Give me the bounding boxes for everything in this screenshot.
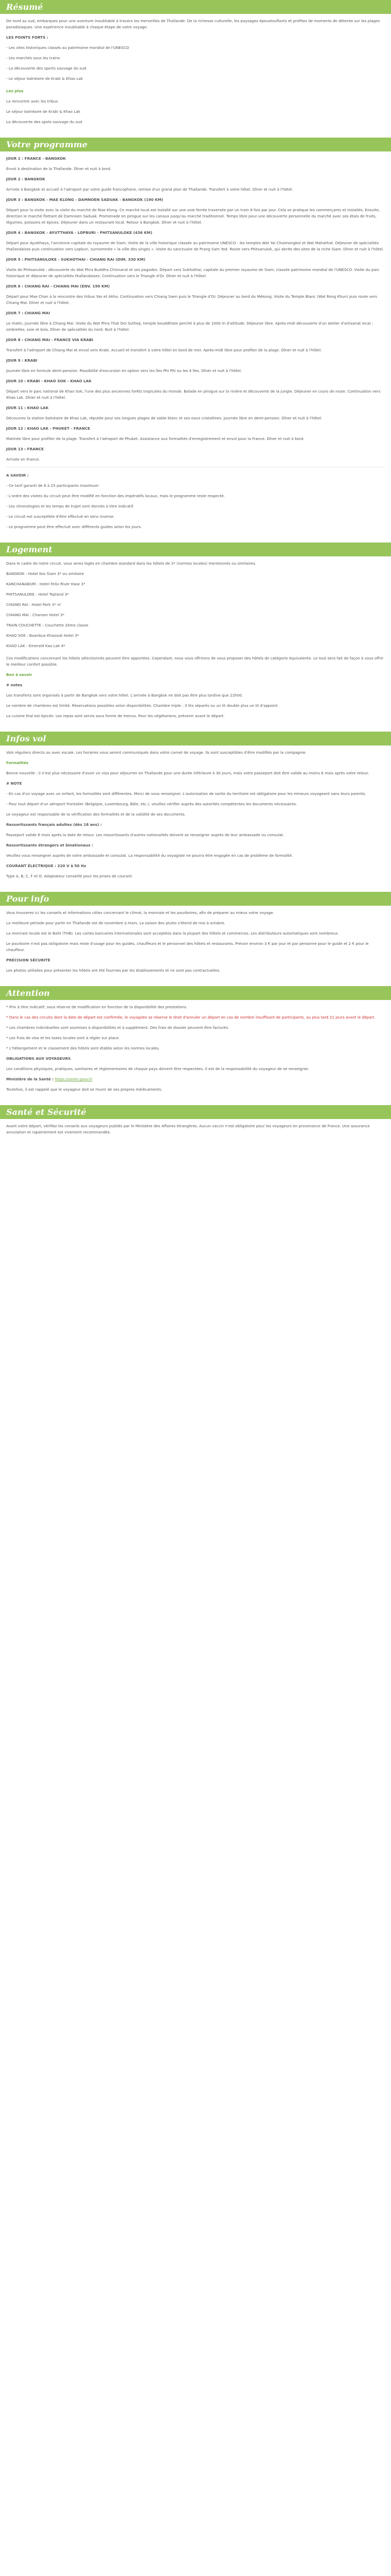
day-text: Journée libre en formule demi-pension. Possibilité d'excursion en option vers les îles Phi Phi ou les 4 îles. Dîner et nuit à l'hôtel.	[6, 368, 242, 373]
bon-item: Le nombre de chambres est limité. Réservations possibles selon disponibilités. Chambre triple : 3 lits séparés ou un lit double plus un lit d'appoint.	[6, 703, 279, 708]
day-text: Transfert à l'aéroport de Chiang Mai et envol vers Krabi. Accueil et transfert à votre hôtel en bord de mer. Après-midi libre pour profiter de la plage. Dîner et nuit à l'hôtel.	[6, 348, 322, 352]
formalites-text: Bonne nouvelle : il n'est plus nécessaire d'avoir un visa pour séjourner en Thaïlande pour une durée inférieure à 30 jours, mais votre passeport doit être valide au moins 6 mois après votre retour.	[6, 771, 369, 775]
day-text: Arrivée en France.	[6, 457, 40, 462]
attention-paragraph: * Dans le cas des circuits dont la date de départ est confirmée, le voyagiste se réserve le droit d'annuler un départ en cas de nombre insuffisant de participants, au plus tard 21 jours avant le départ.	[6, 1015, 376, 1020]
note-item: - L'ordre des visites du circuit peut être modifié en fonction des impératifs locaux, mais le programme reste respecté.	[6, 494, 225, 498]
hotel-list	[6, 571, 385, 649]
day-text: Envol à destination de la Thaïlande. Dîner et nuit à bord.	[6, 166, 111, 171]
formalites-title: Formalités	[6, 760, 28, 765]
day-text: Le matin, journée libre à Chiang Mai. Visite du Wat Phra That Doi Suthep, temple bouddhiste perché à plus de 1000 m d'altitude. Déjeuner libre. Après-midi découverte d'un atelier d'artisanat local : ombrelles, soie et bois. Dîner de spécialités du nord. Nuit à l'hôtel.	[6, 321, 373, 332]
extra-item: - En cas d'un voyage avec un enfant, les formalités sont différentes. Merci de vous renseigner. L'autorisation de sortie du territoire est obligatoire pour les mineurs voyageant sans leurs parents.	[6, 791, 366, 796]
day-title: JOUR 7 : CHIANG MAI	[6, 311, 50, 315]
info-paragraph: PRÉCISION SÉCURITÉ	[6, 958, 51, 962]
logement-outro: Ces modifications concernant les hôtels sélectionnés peuvent être apportées. Cependant, nous vous offrirons de vous proposer des hôtels de catégorie équivalente. Le tout sera fait de façon à vous offrir le meilleur confort possible.	[6, 656, 384, 667]
highlight-item: - Les marchés sous les trains	[6, 56, 60, 60]
hotel-item: TRAIN COUCHETTE : Couchette 2ème classe	[6, 623, 89, 628]
sante-text: Avant votre départ, vérifiez les conseils aux voyageurs publiés par le Ministère des Affaires étrangères. Aucun vaccin n'est obligatoire pour les voyageurs en provenance de France. Une assurance annulation et rapatriement est vivement recommandée.	[6, 1124, 370, 1134]
obligations-text: Les conditions physiques, pratiques, sanitaires et réglementaires de chaque pays doivent être respectées. Il est de la responsabilité du voyageur de se renseigner.	[6, 1066, 309, 1071]
day-title: JOUR 5 : PHITSANULOKE - SUKHOTHAI - CHIANG RAI (DIM. 330 KM)	[6, 257, 145, 262]
hotel-item: PHITSANULOKE : Hotel Topland 3*	[6, 592, 69, 597]
day-text: Départ pour Ayutthaya, l'ancienne capitale du royaume de Siam. Visite de la ville historique classée au patrimoine UNESCO : les temples Wat Yai Chaimongkol et Wat Mahathat. Déjeuner de spécialités thaïlandaises puis continuation vers Lopburi, surnommée « la ville des singes ». Visite du sanctuaire de Prang Sam Yod. Route vers Phitsanulok, qui abrite des sites de la riche Siam. Dîner et nuit à l'hôtel.	[6, 241, 384, 251]
plus-list	[6, 98, 385, 125]
highlight-item: - Le séjour balnéaire de Krabi & Khao Lak	[6, 76, 83, 81]
logement-intro: Dans le cadre de notre circuit, vous serez logés en chambre standard dans les hôtels de 3* (normes locales) mentionnés ou similaires.	[6, 561, 256, 566]
day-title: JOUR 1 : FRANCE - BANGKOK	[6, 156, 66, 161]
programme-header: Votre programme	[0, 138, 391, 151]
bon-item: # notes	[6, 683, 23, 687]
extra-item: - Pour tout départ d'un aéroport frontalier (Belgique, Luxembourg, Bâle, etc.), veuillez vérifier auprès des autorités compétentes les documents nécessaires.	[6, 802, 297, 806]
attention-section	[0, 1000, 391, 1105]
info-paragraph: La monnaie locale est le Baht (THB). Les cartes bancaires internationales sont acceptées dans la plupart des hôtels et commerces. Les distributeurs automatiques sont nombreux.	[6, 931, 339, 936]
courant-title: COURANT ÉLECTRIQUE : 220 V à 50 Hz	[6, 863, 86, 868]
day-text: Départ pour Mae Chan à la rencontre des tribus Yao et Akha. Continuation vers Chiang Saen puis le Triangle d'Or. Déjeuner au bord du Mékong. Visite du Temple Blanc (Wat Rong Khun) puis route vers Chiang Mai. Dîner et nuit à l'hôtel.	[6, 294, 377, 305]
logement-header: Logement	[0, 543, 391, 556]
attention-paragraph: * Les frais de visa et les taxes locales sont à régler sur place.	[6, 1036, 120, 1040]
ministere-link[interactable]: https://sante.gouv.fr	[55, 1077, 93, 1081]
extra-item: Le voyageur est responsable de la vérification des formalités et de la validité de ses documents.	[6, 812, 186, 817]
day-text: Découvrez la station balnéaire de Khao Lak, réputée pour ses longues plages de sable blanc et ses eaux cristallines. Journée libre en demi-pension. Dîner et nuit à l'hôtel.	[6, 416, 322, 420]
highlight-item: - Les sites historiques classés au patrimoine mondial de l'UNESCO	[6, 45, 129, 50]
day-text: Arrivée à Bangkok et accueil à l'aéroport par votre guide francophone, remise d'un grand plan de Thaïlande. Transfert à votre hôtel. Dîner et nuit à l'hôtel.	[6, 187, 294, 192]
programme-section	[0, 151, 391, 543]
day-title: JOUR 4 : BANGKOK - AYUTTHAYA - LOPBURI - PHITSANULOKE (436 KM)	[6, 230, 153, 235]
day-title: JOUR 2 : BANGKOK	[6, 177, 45, 181]
day-text: Visite de Phitsanulok : découverte du Wat Phra Buddha Chinnarat et ses pagodes. Départ vers Sukhothai, capitale du premier royaume de Siam, classée patrimoine mondial de l'UNESCO. Visite du parc historique et déjeuner de spécialités thaïlandaises. Continuation vers le Triangle d'Or. Dîner et nuit à l'hôtel.	[6, 267, 380, 278]
note-item: - Le programme peut être effectué avec différents guides selon les jours.	[6, 524, 142, 529]
attention-paragraph: * L'hébergement et le classement des hôtels sont établis selon les normes locales.	[6, 1046, 160, 1050]
day-title: JOUR 3 : BANGKOK - MAE KLONG - DAMNOEN SADUAK - BANGKOK (190 KM)	[6, 197, 164, 202]
day-title: JOUR 6 : CHIANG RAI - CHIANG MAI (ENV. 190 KM)	[6, 284, 110, 289]
hotel-item: KANCHANABURI : Hotel Felix River Kwai 3*	[6, 582, 86, 586]
day-title: JOUR 12 : KHAO LAK - PHUKET - FRANCE	[6, 426, 90, 431]
infos-header: Infos vol	[0, 732, 391, 745]
attention-paragraph: * Les chambres individuelles sont soumises à disponibilités et à supplément. Des frais de dossier peuvent être facturés.	[6, 1025, 230, 1030]
extra-item: # NOTE	[6, 781, 22, 786]
attention-header: Attention	[0, 986, 391, 1000]
bon-item: La cuisine thaï est épicée. Les repas sont servis sous forme de menus. Pour les végétariens, prévenir avant le départ.	[6, 714, 225, 718]
hotel-item: KHAO SOK : Baanbua Khaosok Hotel 3*	[6, 633, 79, 638]
infos-extra	[6, 781, 385, 818]
attention-outro: Toutefois, il est rappelé que le voyageur doit se munir de ses propres médicaments.	[6, 1087, 162, 1092]
day-title: JOUR 8 : CHIANG MAI - FRANCE VIA KRABI	[6, 337, 93, 342]
highlight-item: - La découverte des sports sauvage du sud	[6, 66, 87, 71]
info-paragraph: Vous trouverez ici les conseils et informations utiles concernant le climat, la monnaie et les pourboires, afin de préparer au mieux votre voyage.	[6, 910, 274, 915]
info-paragraph: La meilleure période pour partir en Thaïlande est de novembre à mars. La saison des pluies s'étend de mai à octobre.	[6, 921, 225, 925]
note-title: A SAVOIR :	[6, 473, 29, 478]
resume-section	[0, 14, 391, 138]
attention-paragraph: * Prix à titre indicatif, sous réserve de modification en fonction de la disponibilité des prestations.	[6, 1005, 188, 1009]
infos-text: Vols réguliers directs ou avec escale. Les horaires vous seront communiqués dans votre carnet de voyage. Ils sont susceptibles d'être modifiés par la compagnie.	[6, 750, 307, 755]
info-paragraph: Le pourboire n'est pas obligatoire mais reste d'usage pour les guides, chauffeurs et le personnel des hôtels et restaurants. Prévoir environ 3 € par jour et par personne pour le guide et 2 € pour le chauffeur.	[6, 941, 369, 952]
day-title: JOUR 9 : KRABI	[6, 358, 38, 363]
ressortissants-text: Passeport valide 6 mois après la date de retour. Les ressortissants d'autres nationalités doivent se renseigner auprès de leur ambassade ou consulat.	[6, 833, 284, 837]
ressortissants2-text: Veuillez vous renseigner auprès de votre ambassade et consulat. La responsabilité du voyagiste ne pourra être engagée en cas de problème de formalité.	[6, 853, 293, 858]
courant-text: Type A, B, C, F et O. Adaptateur conseillé pour les prises de courant.	[6, 874, 133, 878]
programme-notes	[6, 472, 385, 530]
plus-item: La rencontre avec les tribus	[6, 99, 58, 104]
bon-title: Bon à savoir	[6, 672, 32, 677]
sante-section	[0, 1119, 391, 1148]
info-paragraph: Les photos utilisées pour présenter les hôtels ont été fournies par les établissements et ne sont pas contractuelles.	[6, 968, 221, 973]
day-text: Départ vers le parc national de Khao Sok, l'une des plus anciennes forêts tropicales du monde. Balade en pirogue sur la rivière et découverte de la jungle. Déjeuner en cours de route. Continuation vers Khao Lak. Dîner et nuit à l'hôtel.	[6, 389, 381, 400]
pour-info-header: Pour info	[0, 892, 391, 906]
note-item: - Les chronologies et les temps de trajet sont donnés à titre indicatif.	[6, 504, 134, 509]
resume-header: Résumé	[0, 0, 391, 14]
ministere-label: Ministère de la Santé :	[6, 1077, 54, 1081]
ressortissants2-title: Ressortissants étrangers et binationaux :	[6, 843, 93, 848]
hotel-item: KHAO LAK : Emerald Kao Lak 4*	[6, 643, 66, 648]
obligations-title: OBLIGATIONS AUX VOYAGEURS	[6, 1056, 71, 1061]
infos-section	[0, 745, 391, 892]
highlights-list	[6, 45, 385, 82]
day-title: JOUR 11 : KHAO LAK	[6, 405, 49, 410]
note-item: - Le circuit est susceptible d'être effectué en sens inverse.	[6, 514, 115, 519]
plus-item: Le séjour balnéaire de Krabi & Khao Lak	[6, 109, 80, 114]
resume-intro: De nord au sud, embarquez pour une aventure inoubliable à travers les merveilles de Thaïlande. De la richesse culturelle, les paysages époustouflants et profitez de moments de détente sur les plages paradisiaques. Une expérience inoubliable à chaque étape de votre voyage.	[6, 19, 380, 29]
page	[0, 0, 391, 1148]
hotel-item: BANGKOK : Hotel Ibis Siam 3* ou similaire	[6, 571, 84, 576]
day-list	[6, 156, 385, 463]
ministere-line	[6, 1076, 385, 1082]
hotel-item: CHIANG MAI : Charoen Hotel 3*	[6, 613, 64, 617]
plus-title: Les plus	[6, 89, 24, 93]
bon-list	[6, 682, 385, 719]
day-text: Départ pour la visite avec la visite du marché de Mae Klong. Ce marché local est installé sur une voie ferrée traversée par un train 8 fois par jour. Cela se pratique les commerçants et installés. Ensuite, direction le marché flottant de Damnoen Saduak. Promenade en pirogue sur les canaux jusqu'au marché traditionnel. Temps libre pour une découverte personnelle du marché avec ses étals de fruits, légumes, poissons et épices. Déjeuner dans un restaurant local. Retour à Bangkok. Dîner et nuit à l'hôtel.	[6, 208, 380, 225]
bon-item: Les transferts sont organisés à partir de Bangkok vers votre hôtel. L'arrivée à Bangkok ne doit pas être plus tardive que 22h00.	[6, 693, 243, 698]
pour-info-section	[0, 906, 391, 986]
day-text: Matinée libre pour profiter de la plage. Transfert à l'aéroport de Phuket. Assistance aux formalités d'enregistrement et envol pour la France. Dîner et nuit à bord.	[6, 436, 305, 441]
sante-header: Santé et Sécurité	[0, 1105, 391, 1119]
highlights-title: LES POINTS FORTS :	[6, 35, 48, 40]
plus-item: La découverte des spots sauvage du sud	[6, 120, 83, 124]
day-title: JOUR 13 : FRANCE	[6, 447, 44, 451]
hotel-item: CHIANG RAI : Hotel Park 3* nl	[6, 602, 61, 607]
ressortissants-title: Ressortissants français adultes (dès 18 ans) :	[6, 822, 102, 827]
logement-section	[0, 556, 391, 732]
day-title: JOUR 10 : KRABI - KHAO SOK - KHAO LAK	[6, 379, 92, 383]
note-item: - Ce tarif garanti de 6 à 25 participants maximum	[6, 483, 99, 488]
